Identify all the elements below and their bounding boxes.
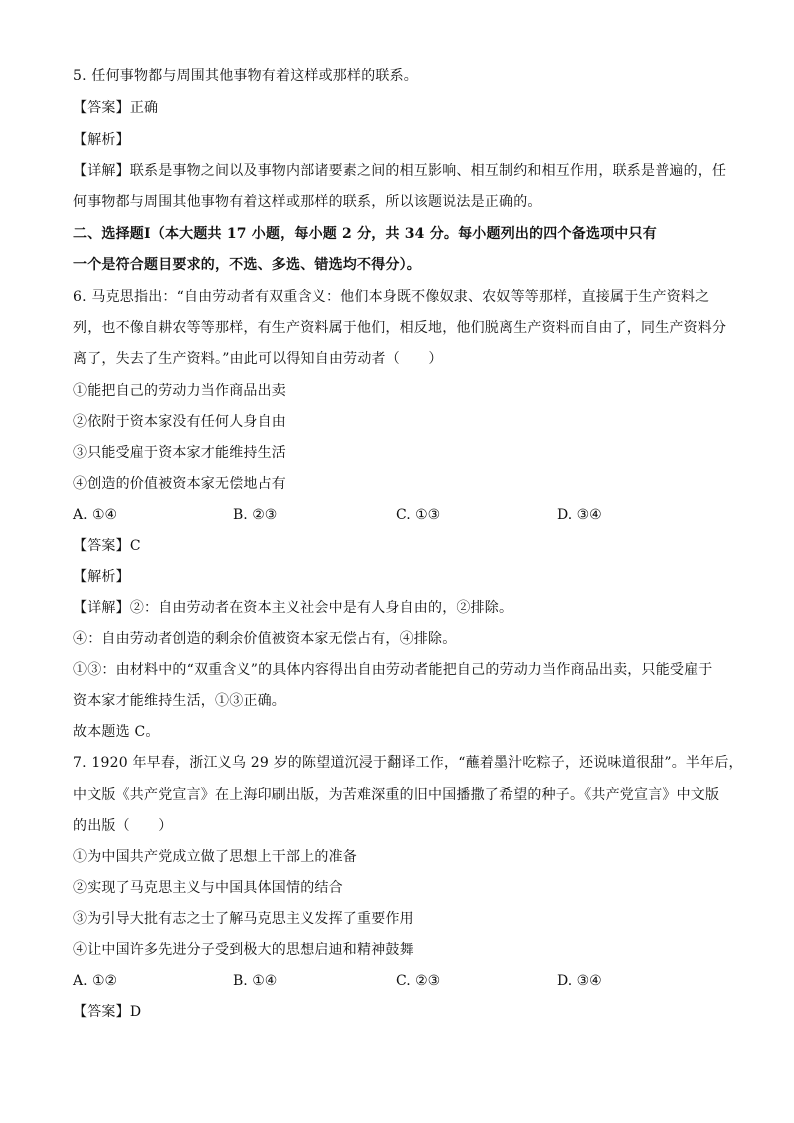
- q6-item-2: ②依附于资本家没有任何人身自由: [73, 414, 286, 430]
- q6-detail-label: 【详解】: [73, 600, 130, 616]
- q6-answer: C: [129, 538, 141, 554]
- q6-detail-text-1: ②：自由劳动者在资本主义社会中是有人身自由的，②排除。: [129, 600, 514, 616]
- q6-item-4: ④创造的价值被资本家无偿地占有: [73, 476, 286, 492]
- q6-analysis-label: 【解析】: [73, 569, 130, 585]
- q7-answer-line: [73, 1002, 723, 1022]
- q6-detail-line-2: ④：自由劳动者创造的剩余价值被资本家无偿占有，④排除。: [73, 631, 457, 647]
- q6-item-1: ①能把自己的劳动力当作商品出卖: [73, 383, 286, 399]
- q6-item-3: ③只能受雇于资本家才能维持生活: [73, 445, 286, 461]
- q7-item-3: ③为引导大批有志之士了解马克思主义发挥了重要作用: [73, 911, 414, 927]
- q6-stem-line-1: 6. 马克思指出：“自由劳动者有双重含义：他们本身既不像奴隶、农奴等等那样，直接属于生产资料之: [73, 289, 710, 305]
- q5-detail-label: 【详解】: [73, 163, 130, 179]
- q6-detail-line-3: ①③：由材料中的“双重含义”的具体内容得出自由劳动者能把自己的劳动力当作商品出卖，只能受雇于: [73, 662, 713, 678]
- q5-detail-line-2: 何事物都与周围其他事物有着这样或那样的联系，所以该题说法是正确的。: [73, 194, 542, 210]
- q6-option-a: A. ①④: [73, 507, 118, 523]
- q6-option-b: B. ②③: [233, 507, 278, 523]
- q7-stem-line-1: 7. 1920 年早春，浙江义乌 29 岁的陈望道沉浸于翻译工作，“蘸着墨汁吃粽子，还说味道很甜”。半年后，: [73, 755, 743, 771]
- q7-option-b: B. ①④: [233, 973, 278, 989]
- q5-detail-text-1: 联系是事物之间以及事物内部诸要素之间的相互影响、相互制约和相互作用，联系是普遍的，任: [129, 163, 727, 179]
- q7-stem-line-3: 的出版（ ）: [73, 818, 173, 834]
- section2-heading-line-1: 二、选择题Ⅰ（本大题共 17 小题，每小题 2 分，共 34 分。每小题列出的四个备选项中只有: [73, 226, 657, 242]
- q7-item-2: ②实现了马克思主义与中国具体国情的结合: [73, 880, 343, 896]
- q7-stem-line-2: 中文版《共产党宣言》在上海印刷出版，为苦难深重的旧中国播撒了希望的种子。《共产党宣言》中文版: [73, 787, 720, 803]
- q5-analysis-label: 【解析】: [73, 132, 130, 148]
- q6-detail-line-4: 资本家才能维持生活，①③正确。: [73, 693, 286, 709]
- q7-option-a: A. ①②: [73, 973, 118, 989]
- q7-answer: D: [129, 1004, 142, 1020]
- q5-answer: 正确: [129, 100, 159, 116]
- q5-detail-line-1: [73, 161, 727, 181]
- q6-option-d: D. ③④: [557, 507, 602, 523]
- q6-stem-line-3: 离了，失去了生产资料。”由此可以得知自由劳动者（ ）: [73, 351, 443, 367]
- q6-answer-label: 【答案】: [73, 538, 130, 554]
- q6-detail-line-1: [73, 598, 723, 618]
- q5-answer-line: [73, 98, 723, 118]
- q6-conclusion: 故本题选 C。: [73, 724, 160, 740]
- section2-heading-line-2: 一个是符合题目要求的，不选、多选、错选均不得分）。: [73, 257, 421, 273]
- q5-question: 5. 任何事物都与周围其他事物有着这样或那样的联系。: [73, 68, 419, 84]
- q6-answer-line: [73, 536, 723, 556]
- q6-option-c: C. ①③: [396, 507, 441, 523]
- q7-option-d: D. ③④: [557, 973, 602, 989]
- q7-item-4: ④让中国许多先进分子受到极大的思想启迪和精神鼓舞: [73, 942, 414, 958]
- q5-answer-label: 【答案】: [73, 100, 130, 116]
- q7-item-1: ①为中国共产党成立做了思想上干部上的准备: [73, 849, 357, 865]
- q7-option-c: C. ②③: [396, 973, 441, 989]
- q7-answer-label: 【答案】: [73, 1004, 130, 1020]
- q6-stem-line-2: 列，也不像自耕农等等那样，有生产资料属于他们，相反地，他们脱离生产资料而自由了，同生产资料分: [73, 320, 727, 336]
